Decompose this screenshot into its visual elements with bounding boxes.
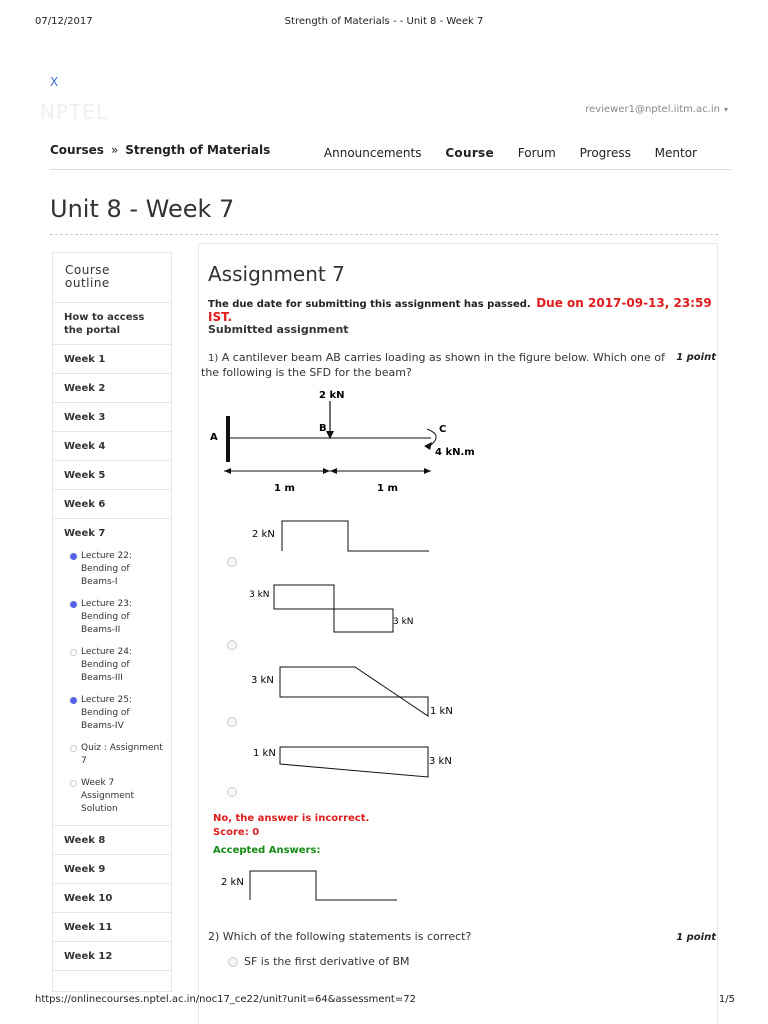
breadcrumb-course-link[interactable]: Strength of Materials	[125, 143, 271, 157]
pending-dot-icon	[70, 649, 77, 656]
sidebar-item-week-4[interactable]: Week 4	[53, 432, 171, 461]
due-notice	[208, 296, 717, 324]
option-3-left-label: 3 kN	[251, 675, 274, 686]
dim-arrow	[330, 468, 337, 474]
accepted-left-label: 2 kN	[221, 877, 244, 888]
unit-label: Week 7 Assignment Solution	[81, 778, 134, 814]
dim-arrow	[424, 468, 431, 474]
sidebar-item-week-7[interactable]: Week 7	[64, 528, 106, 539]
moment-label: 4 kN.m	[435, 447, 475, 458]
breadcrumb	[50, 143, 270, 157]
user-menu[interactable]	[585, 104, 728, 115]
unit-label: Lecture 25: Bending of Beams-IV	[81, 695, 132, 731]
nav-announcements[interactable]: Announcements	[323, 146, 422, 160]
completed-dot-icon	[70, 553, 77, 560]
unit-label: Quiz : Assignment 7	[81, 743, 163, 766]
print-url: https://onlinecourses.nptel.ac.in/noc17_ce22/unit?unit=64&assessment=72	[35, 994, 416, 1005]
pending-dot-icon	[70, 745, 77, 752]
unit-label: Lecture 23: Bending of Beams-II	[81, 599, 132, 635]
title-divider	[50, 234, 718, 235]
question-number: 2)	[208, 930, 220, 943]
question-2-points: 1 point	[676, 932, 716, 943]
option-4-diagram	[239, 740, 459, 784]
nptel-logo[interactable]: NPTEL	[40, 100, 109, 124]
option-1-radio[interactable]	[227, 557, 237, 567]
completed-dot-icon	[70, 601, 77, 608]
nav-forum[interactable]: Forum	[517, 146, 556, 160]
answer-feedback	[213, 812, 369, 840]
span-1-label: 1 m	[274, 483, 295, 494]
question-body: A cantilever beam AB carries loading as shown in the figure below. Which one of the following is the SFD for the beam?	[201, 351, 665, 379]
sidebar-item-week-3[interactable]: Week 3	[53, 403, 171, 432]
sidebar-item-week-10[interactable]: Week 10	[53, 884, 171, 913]
user-email: reviewer1@nptel.iitm.ac.in	[585, 104, 720, 115]
span-2-label: 1 m	[377, 483, 398, 494]
option-4-right-label: 3 kN	[429, 756, 452, 767]
option-2-radio[interactable]	[227, 640, 237, 650]
unit-label: Lecture 22: Bending of Beams-I	[81, 551, 132, 587]
sidebar-item-week-2[interactable]: Week 2	[53, 374, 171, 403]
completed-dot-icon	[70, 697, 77, 704]
option-1-left-label: 2 kN	[252, 529, 275, 540]
course-outline-sidebar	[52, 252, 172, 992]
sidebar-item-week-9[interactable]: Week 9	[53, 855, 171, 884]
pending-dot-icon	[70, 780, 77, 787]
point-a-label: A	[210, 432, 218, 443]
sidebar-item-week-8[interactable]: Week 8	[53, 826, 171, 855]
nav-mentor[interactable]: Mentor	[654, 146, 697, 160]
due-date: Due on 2017-09-13, 23:59 IST.	[208, 296, 712, 324]
course-navbar	[50, 137, 732, 170]
accepted-answers-label: Accepted Answers:	[213, 845, 321, 856]
dim-arrow	[323, 468, 330, 474]
close-icon[interactable]: X	[50, 75, 59, 89]
nav-course[interactable]: Course	[445, 146, 494, 160]
load-label: 2 kN	[319, 390, 345, 401]
sidebar-heading: Course outline	[53, 253, 171, 303]
beam-figure	[199, 379, 499, 499]
print-doc-title: Strength of Materials - - Unit 8 - Week 7	[284, 16, 484, 27]
question-number: 1)	[208, 353, 219, 364]
incorrect-message: No, the answer is incorrect.	[213, 813, 370, 824]
score: Score: 0	[213, 827, 260, 838]
submitted-label: Submitted assignment	[208, 323, 349, 336]
unit-assignment-solution[interactable]	[53, 775, 171, 816]
week-7-units	[53, 548, 171, 826]
option-2-left-label: 3 kN	[249, 590, 270, 600]
point-b-label: B	[319, 423, 327, 434]
dim-arrow	[224, 468, 231, 474]
accepted-answer-diagram	[209, 868, 409, 904]
sidebar-item-how-to-access[interactable]: How to access the portal	[53, 303, 171, 345]
option-3-right-label: 1 kN	[430, 706, 453, 717]
page-title: Unit 8 - Week 7	[50, 195, 235, 223]
option-3-diagram	[239, 662, 459, 722]
question-1-points: 1 point	[676, 352, 716, 363]
option-1-diagram	[239, 518, 439, 558]
course-nav-links	[304, 146, 697, 160]
option-3-radio[interactable]	[227, 717, 237, 727]
sidebar-item-week-5[interactable]: Week 5	[53, 461, 171, 490]
unit-quiz-assignment-7[interactable]	[53, 740, 171, 768]
print-page-number: 1/5	[718, 994, 735, 1005]
q2-option-1-label[interactable]: SF is the first derivative of BM	[244, 955, 410, 968]
nav-progress[interactable]: Progress	[579, 146, 631, 160]
assignment-title: Assignment 7	[208, 262, 345, 286]
q2-option-1-radio[interactable]	[228, 957, 238, 967]
moment-arrow-head	[424, 442, 432, 450]
unit-lecture-23[interactable]	[53, 596, 171, 637]
fixed-support	[226, 416, 230, 462]
sidebar-item-week-1[interactable]: Week 1	[53, 345, 171, 374]
due-note: The due date for submitting this assignment has passed.	[208, 299, 531, 310]
chevron-down-icon: ▾	[723, 105, 728, 114]
option-2-right-label: 3 kN	[393, 617, 414, 627]
question-1-text	[201, 351, 671, 380]
question-body: Which of the following statements is correct?	[222, 930, 472, 943]
option-4-radio[interactable]	[227, 787, 237, 797]
unit-lecture-24[interactable]	[53, 644, 171, 685]
unit-label: Lecture 24: Bending of Beams-III	[81, 647, 132, 683]
sidebar-item-week-11[interactable]: Week 11	[53, 913, 171, 942]
print-date: 07/12/2017	[35, 16, 93, 27]
sidebar-item-week-12[interactable]: Week 12	[53, 942, 171, 971]
option-4-left-label: 1 kN	[253, 748, 276, 759]
point-c-label: C	[439, 424, 447, 435]
question-2-text	[208, 930, 471, 943]
unit-lecture-22[interactable]	[53, 548, 171, 589]
breadcrumb-separator: »	[110, 143, 119, 157]
unit-lecture-25[interactable]	[53, 692, 171, 733]
option-2-diagram	[239, 582, 439, 642]
breadcrumb-courses-link[interactable]: Courses	[50, 143, 104, 157]
sidebar-item-week-6[interactable]: Week 6	[53, 490, 171, 519]
assignment-panel	[198, 243, 718, 1024]
